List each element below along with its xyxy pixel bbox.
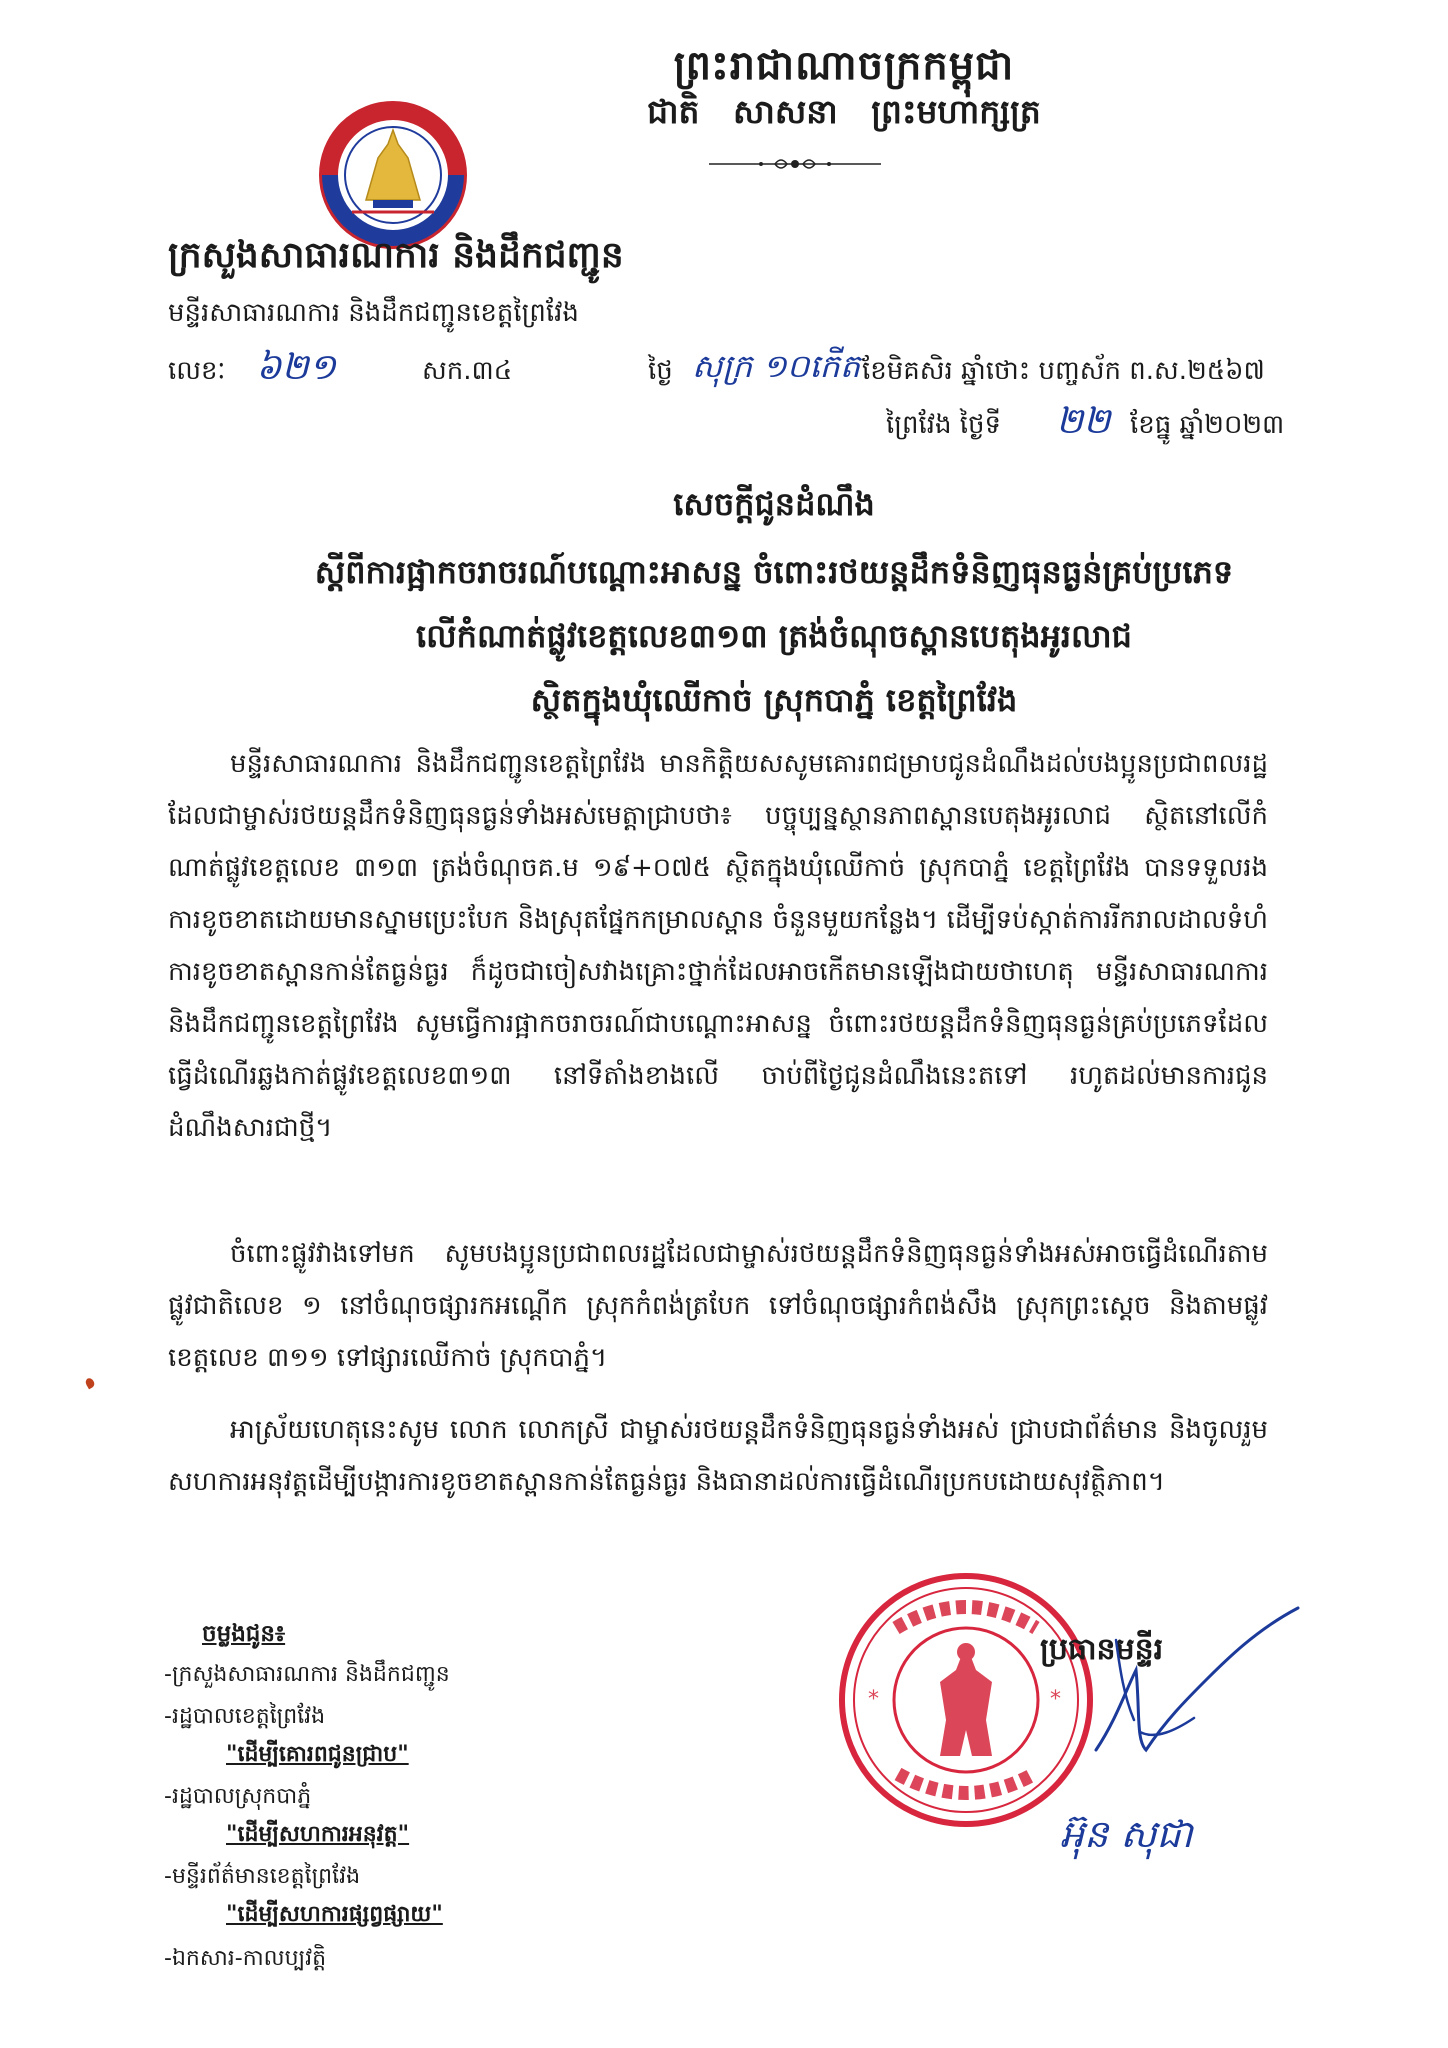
handwritten-signature (1076, 1600, 1306, 1780)
gregorian-date-place: ព្រៃវែង ថ្ងៃទី (886, 410, 1002, 440)
signer-title: ប្រធានមន្ទីរ (1040, 1632, 1164, 1667)
cc-purpose: "ដើម្បីសហការផ្សព្វផ្សាយ" (226, 1902, 443, 1927)
svg-text:*: * (868, 1687, 879, 1712)
lunar-date-label: ថ្ងៃ (648, 356, 673, 386)
signer-name: អ៊ុន សុជា (1060, 1812, 1193, 1856)
cc-item: -ក្រសួងសាធារណការ និងដឹកជញ្ជូន (164, 1662, 450, 1687)
gregorian-date-handwritten: ២២ (1056, 401, 1111, 442)
body-paragraph-3: អាស្រ័យហេតុនេះសូម លោក លោកស្រី ជាម្ចាស់រថយន្តដឹកទំនិញធុនធ្ងន់ទាំងអស់ ជ្រាបជាព័ត៌មាន និងចូលរួមសហការអនុវត្តដើម្បីបង្ការការខូចខាតស្ពានកាន់តែធ្ងន់ធ្ងរ និងធានាដល់ការធ្វើដំណើរប្រកបដោយសុវត្ថិភាព។ (168, 1415, 1268, 1497)
official-stamp (836, 1570, 1096, 1830)
ministry-logo (318, 100, 468, 250)
ink-speck (84, 1377, 96, 1390)
ministry-name: ក្រសួងសាធារណការ និងដឹកជញ្ជូន (168, 235, 624, 276)
cc-purpose: "ដើម្បីគោរពជូនជ្រាប" (226, 1742, 409, 1767)
lunar-date-handwritten: សុក្រ ១០កើត (692, 347, 861, 385)
reference-number: ៦២១ (256, 347, 336, 388)
department-name: មន្ទីរសាធារណការ និងដឹកជញ្ជូនខេត្តព្រៃវែង (168, 298, 579, 328)
cc-item: -មន្ទីរព័ត៌មានខេត្តព្រៃវែង (164, 1864, 361, 1889)
svg-text:*: * (1050, 1687, 1061, 1712)
reference-suffix: សក.៣៤ (422, 356, 513, 386)
cc-heading: ចម្លងជូន៖ (202, 1621, 286, 1647)
cc-purpose: "ដើម្បីសហការអនុវត្ត" (226, 1822, 410, 1847)
cc-item: -រដ្ឋបាលខេត្តព្រៃវែង (164, 1704, 326, 1729)
cc-item: -ឯកសារ-កាលប្បវត្តិ (164, 1946, 327, 1971)
national-motto: ជាតិ សាសនា ព្រះមហាក្សត្រ (647, 92, 1041, 131)
body-paragraph-1: មន្ទីរសាធារណការ និងដឹកជញ្ជូនខេត្តព្រៃវែង មានកិត្តិយសសូមគោរពជម្រាបជូនដំណឹងដល់បងប្អូនប្រជាពលរដ្ឋដែលជាម្ចាស់រថយន្តដឹកទំនិញធុនធ្ងន់ទាំងអស់មេត្តាជ្រាបថា៖ បច្ចុប្បន្នស្ថានភាពស្ពានបេតុងអូរលាជ ស្ថិតនៅលើកំណាត់ផ្លូវខេត្តលេខ ៣១៣ ត្រង់ចំណុចគ.ម ១៩+០៧៥ ស្ថិតក្នុងឃុំឈើកាច់ ស្រុកបាភ្នំ ខេត្តព្រៃវែង បានទទួលរងការខូចខាតដោយមានស្នាមប្រេះបែក និងស្រុតផ្នែកកម្រាលស្ពាន ចំនួនមួយកន្លែង។ ដើម្បីទប់ស្កាត់ការរីករាលដាលទំហំការខូចខាតស្ពានកាន់តែធ្ងន់ធ្ងរ ក៏ដូចជាចៀសវាងគ្រោះថ្នាក់ដែលអាចកើតមានឡើងជាយថាហេតុ មន្ទីរសាធារណការ និងដឹកជញ្ជូនខេត្តព្រៃវែង សូមធ្វើការផ្អាកចរាចរណ៍ជាបណ្តោះអាសន្ន ចំពោះរថយន្តដឹកទំនិញធុនធ្ងន់គ្រប់ប្រភេទដែលធ្វើដំណើរឆ្លងកាត់ផ្លូវខេត្តលេខ៣១៣ នៅទីតាំងខាងលើ ចាប់ពីថ្ងៃជូនដំណឹងនេះតទៅ រហូតដល់មានការជូនដំណឹងសារជាថ្មី។ (168, 749, 1268, 1143)
ornament-divider (705, 152, 885, 176)
notice-title: សេចក្តីជូនដំណឹង (673, 485, 875, 523)
kingdom-heading: ព្រះរាជាណាចក្រកម្ពុជា (673, 43, 1015, 89)
notice-subject-line-2: លើកំណាត់ផ្លូវខេត្តលេខ៣១៣ ត្រង់ចំណុចស្ពានបេតុងអូរលាជ (416, 617, 1132, 655)
gregorian-date-rest: ខែធ្នូ ឆ្នាំ២០២៣ (1130, 410, 1285, 440)
notice-subject-line-3: ស្ថិតក្នុងឃុំឈើកាច់ ស្រុកបាភ្នំ ខេត្តព្រៃវែង (530, 681, 1018, 719)
lunar-date-rest: ខែមិគសិរ ឆ្នាំថោះ បញ្ចស័ក ព.ស.២៥៦៧ (862, 356, 1265, 386)
reference-label: លេខៈ (168, 356, 226, 386)
cc-item: -រដ្ឋបាលស្រុកបាភ្នំ (164, 1784, 312, 1809)
body-paragraph-2: ចំពោះផ្លូវវាងទៅមក សូមបងប្អូនប្រជាពលរដ្ឋដែលជាម្ចាស់រថយន្តដឹកទំនិញធុនធ្ងន់ទាំងអស់អាចធ្វើដំណើរតាមផ្លូវជាតិលេខ ១ នៅចំណុចផ្សារកអណ្តើក ស្រុកកំពង់ត្របែក ទៅចំណុចផ្សារកំពង់សឹង ស្រុកព្រះស្តេច និងតាមផ្លូវខេត្តលេខ ៣១១ ទៅផ្សារឈើកាច់ ស្រុកបាភ្នំ។ (168, 1239, 1268, 1373)
notice-subject-line-1: ស្តីពីការផ្អាកចរាចរណ៍បណ្តោះអាសន្ន ចំពោះរថយន្តដឹកទំនិញធុនធ្ងន់គ្រប់ប្រភេទ (314, 553, 1234, 591)
